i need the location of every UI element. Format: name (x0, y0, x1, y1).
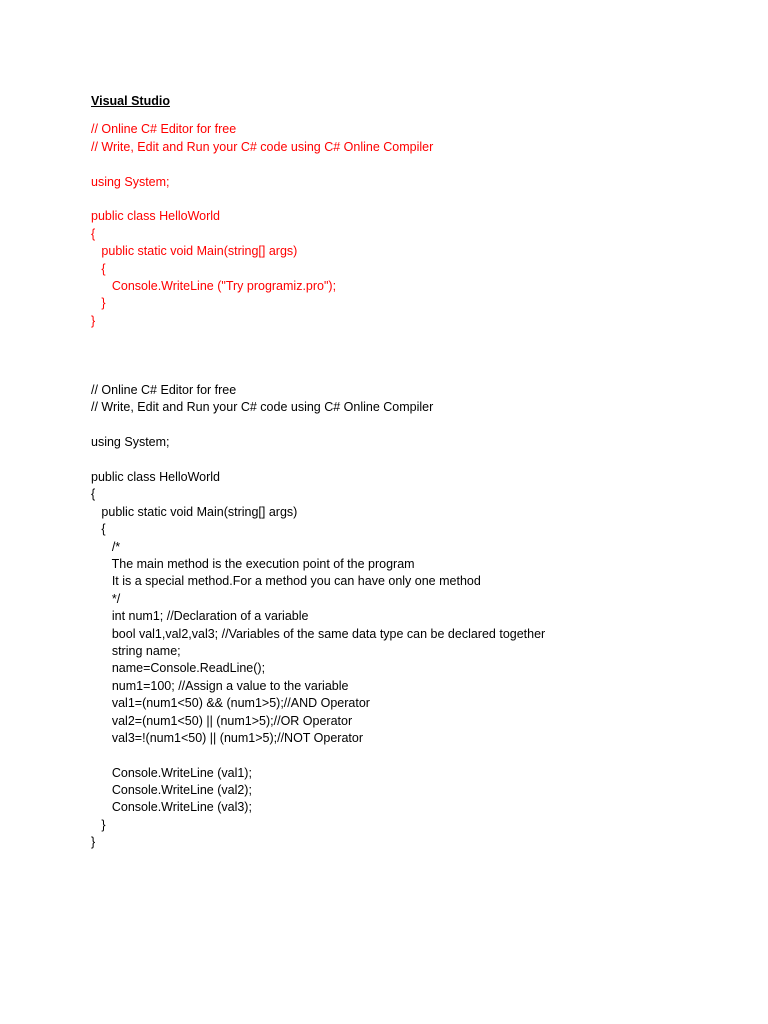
code-line: } (91, 835, 96, 850)
code-line: public class HelloWorld (91, 470, 220, 485)
code-line: public static void Main(string[] args) (91, 504, 298, 519)
code-line: int num1; //Declaration of a variable (91, 609, 309, 624)
code-line: // Online C# Editor for free (91, 383, 237, 398)
code-line: // Online C# Editor for free (91, 122, 237, 137)
code-line: */ (91, 591, 121, 606)
code-line: { (91, 261, 106, 276)
code-line: { (91, 522, 106, 537)
code-line: val1=(num1<50) && (num1>5);//AND Operator (91, 696, 370, 711)
code-line: // Write, Edit and Run your C# code using C# Online Compiler (91, 400, 434, 415)
code-line: val2=(num1<50) || (num1>5);//OR Operator (91, 713, 353, 728)
code-line: Console.WriteLine (val2); (91, 783, 252, 798)
code-line (91, 452, 731, 469)
code-line: Console.WriteLine (val3); (91, 800, 252, 815)
code-line: } (91, 313, 96, 328)
code-line: string name; (91, 643, 181, 658)
code-line: The main method is the execution point of the program (91, 556, 415, 571)
black-code-block (91, 382, 731, 852)
code-line: public class HelloWorld (91, 209, 220, 224)
code-line: // Write, Edit and Run your C# code using C# Online Compiler (91, 139, 434, 154)
code-line: { (91, 487, 96, 502)
code-line: /* (91, 539, 121, 554)
code-line: } (91, 817, 106, 832)
code-line (91, 156, 731, 173)
code-line (91, 747, 731, 764)
code-line: num1=100; //Assign a value to the variable (91, 678, 349, 693)
code-line: public static void Main(string[] args) (91, 244, 298, 259)
block-spacer (91, 330, 731, 382)
code-line: using System; (91, 435, 170, 450)
code-line: using System; (91, 174, 170, 189)
code-line: Console.WriteLine ("Try programiz.pro"); (91, 278, 337, 293)
document-page (91, 93, 731, 852)
code-line (91, 191, 731, 208)
code-line: It is a special method.For a method you can have only one method (91, 574, 481, 589)
document-title: Visual Studio (91, 94, 170, 108)
code-line (91, 417, 731, 434)
red-code-block (91, 121, 731, 330)
code-line: Console.WriteLine (val1); (91, 765, 252, 780)
code-line: val3=!(num1<50) || (num1>5);//NOT Operator (91, 730, 364, 745)
code-line: { (91, 226, 96, 241)
code-line: bool val1,val2,val3; //Variables of the same data type can be declared together (91, 626, 546, 641)
code-line: name=Console.ReadLine(); (91, 661, 266, 676)
code-line: } (91, 296, 106, 311)
